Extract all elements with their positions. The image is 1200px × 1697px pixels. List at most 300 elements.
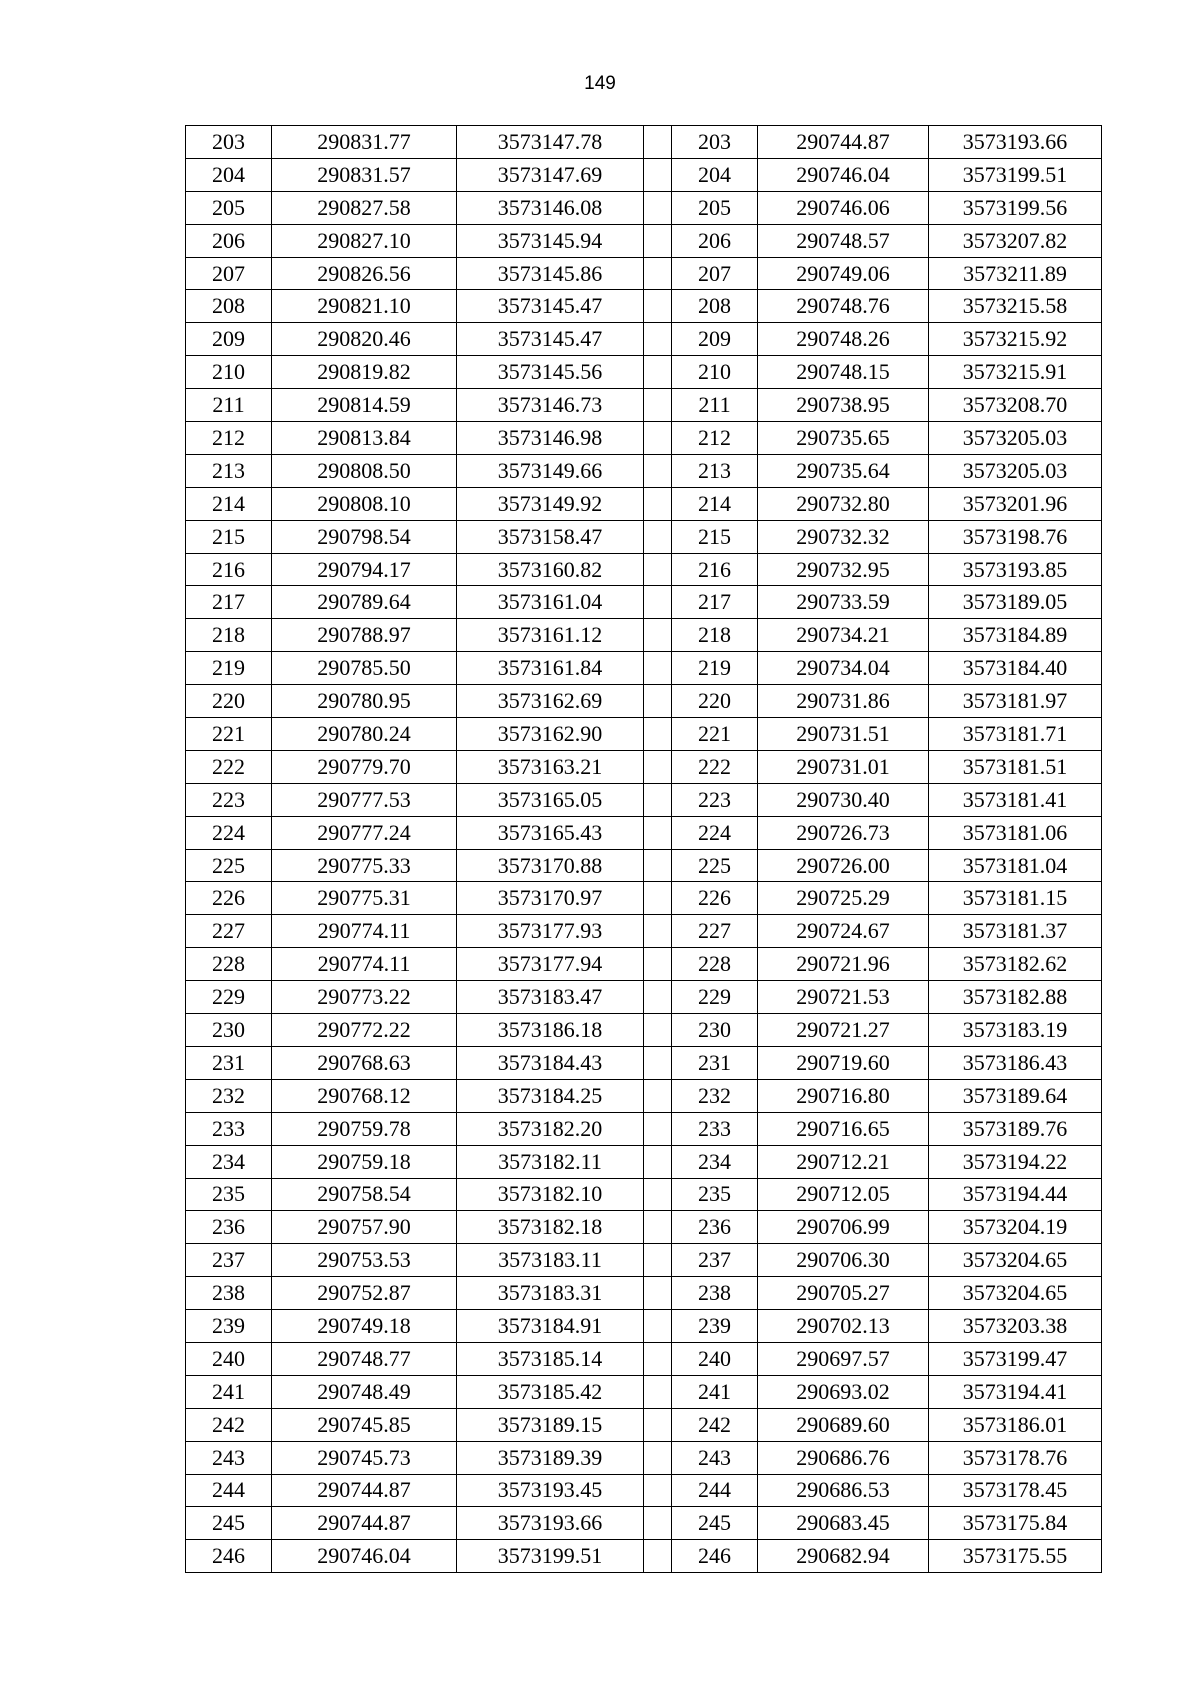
x-coordinate-cell: 290748.76 [758,290,929,323]
y-coordinate-cell: 3573194.41 [929,1375,1102,1408]
table-row [186,750,1102,783]
x-coordinate-cell: 290748.26 [758,323,929,356]
x-coordinate-cell: 290748.15 [758,356,929,389]
separator-cell [644,1079,672,1112]
table-row [186,1441,1102,1474]
x-coordinate-cell: 290706.30 [758,1244,929,1277]
y-coordinate-cell: 3573163.21 [457,750,644,783]
point-number-cell: 215 [186,520,272,553]
x-coordinate-cell: 290731.51 [758,718,929,751]
point-number-cell: 209 [672,323,758,356]
separator-cell [644,948,672,981]
x-coordinate-cell: 290773.22 [272,981,457,1014]
x-coordinate-cell: 290748.77 [272,1342,457,1375]
y-coordinate-cell: 3573189.76 [929,1112,1102,1145]
point-number-cell: 233 [672,1112,758,1145]
point-number-cell: 207 [672,257,758,290]
y-coordinate-cell: 3573178.76 [929,1441,1102,1474]
y-coordinate-cell: 3573182.10 [457,1178,644,1211]
x-coordinate-cell: 290702.13 [758,1310,929,1343]
point-number-cell: 205 [186,191,272,224]
separator-cell [644,783,672,816]
y-coordinate-cell: 3573211.89 [929,257,1102,290]
table-row [186,915,1102,948]
x-coordinate-cell: 290746.04 [758,158,929,191]
x-coordinate-cell: 290746.06 [758,191,929,224]
point-number-cell: 224 [672,816,758,849]
x-coordinate-cell: 290758.54 [272,1178,457,1211]
separator-cell [644,1244,672,1277]
separator-cell [644,1014,672,1047]
point-number-cell: 230 [186,1014,272,1047]
x-coordinate-cell: 290744.87 [758,126,929,159]
point-number-cell: 246 [186,1540,272,1573]
point-number-cell: 235 [672,1178,758,1211]
table-row [186,981,1102,1014]
point-number-cell: 217 [186,586,272,619]
separator-cell [644,1046,672,1079]
y-coordinate-cell: 3573184.40 [929,652,1102,685]
x-coordinate-cell: 290738.95 [758,389,929,422]
point-number-cell: 237 [186,1244,272,1277]
x-coordinate-cell: 290686.76 [758,1441,929,1474]
table-row [186,487,1102,520]
x-coordinate-cell: 290775.33 [272,849,457,882]
x-coordinate-cell: 290757.90 [272,1211,457,1244]
y-coordinate-cell: 3573207.82 [929,224,1102,257]
table-row [186,1178,1102,1211]
separator-cell [644,981,672,1014]
x-coordinate-cell: 290753.53 [272,1244,457,1277]
separator-cell [644,224,672,257]
x-coordinate-cell: 290730.40 [758,783,929,816]
point-number-cell: 206 [672,224,758,257]
y-coordinate-cell: 3573177.93 [457,915,644,948]
table-row [186,1277,1102,1310]
y-coordinate-cell: 3573185.14 [457,1342,644,1375]
y-coordinate-cell: 3573204.65 [929,1244,1102,1277]
separator-cell [644,1145,672,1178]
point-number-cell: 246 [672,1540,758,1573]
point-number-cell: 240 [186,1342,272,1375]
separator-cell [644,422,672,455]
table-row [186,553,1102,586]
point-number-cell: 242 [672,1408,758,1441]
separator-cell [644,750,672,783]
y-coordinate-cell: 3573181.71 [929,718,1102,751]
point-number-cell: 239 [186,1310,272,1343]
y-coordinate-cell: 3573162.69 [457,685,644,718]
point-number-cell: 234 [672,1145,758,1178]
point-number-cell: 244 [186,1474,272,1507]
x-coordinate-cell: 290772.22 [272,1014,457,1047]
y-coordinate-cell: 3573205.03 [929,422,1102,455]
table-row [186,816,1102,849]
point-number-cell: 220 [672,685,758,718]
x-coordinate-cell: 290744.87 [272,1507,457,1540]
x-coordinate-cell: 290777.53 [272,783,457,816]
x-coordinate-cell: 290719.60 [758,1046,929,1079]
x-coordinate-cell: 290734.04 [758,652,929,685]
table-row [186,290,1102,323]
y-coordinate-cell: 3573193.66 [457,1507,644,1540]
point-number-cell: 217 [672,586,758,619]
separator-cell [644,1375,672,1408]
point-number-cell: 229 [672,981,758,1014]
x-coordinate-cell: 290744.87 [272,1474,457,1507]
separator-cell [644,1408,672,1441]
table-row [186,224,1102,257]
table-row [186,948,1102,981]
x-coordinate-cell: 290716.80 [758,1079,929,1112]
y-coordinate-cell: 3573208.70 [929,389,1102,422]
coordinates-table [185,125,1102,1573]
x-coordinate-cell: 290798.54 [272,520,457,553]
separator-cell [644,126,672,159]
point-number-cell: 203 [186,126,272,159]
point-number-cell: 223 [672,783,758,816]
x-coordinate-cell: 290748.57 [758,224,929,257]
point-number-cell: 233 [186,1112,272,1145]
y-coordinate-cell: 3573215.92 [929,323,1102,356]
x-coordinate-cell: 290768.12 [272,1079,457,1112]
point-number-cell: 227 [186,915,272,948]
table-row [186,1408,1102,1441]
y-coordinate-cell: 3573194.22 [929,1145,1102,1178]
x-coordinate-cell: 290732.95 [758,553,929,586]
x-coordinate-cell: 290814.59 [272,389,457,422]
y-coordinate-cell: 3573146.73 [457,389,644,422]
y-coordinate-cell: 3573189.05 [929,586,1102,619]
y-coordinate-cell: 3573165.05 [457,783,644,816]
y-coordinate-cell: 3573175.84 [929,1507,1102,1540]
y-coordinate-cell: 3573181.06 [929,816,1102,849]
table-row [186,191,1102,224]
x-coordinate-cell: 290735.64 [758,454,929,487]
y-coordinate-cell: 3573193.66 [929,126,1102,159]
table-row [186,520,1102,553]
y-coordinate-cell: 3573178.45 [929,1474,1102,1507]
point-number-cell: 225 [186,849,272,882]
x-coordinate-cell: 290712.21 [758,1145,929,1178]
separator-cell [644,158,672,191]
separator-cell [644,1310,672,1343]
point-number-cell: 228 [186,948,272,981]
x-coordinate-cell: 290689.60 [758,1408,929,1441]
x-coordinate-cell: 290777.24 [272,816,457,849]
table-row [186,1244,1102,1277]
table-row [186,619,1102,652]
table-row [186,1310,1102,1343]
table-row [186,882,1102,915]
table-row [186,1014,1102,1047]
y-coordinate-cell: 3573161.12 [457,619,644,652]
table-row [186,586,1102,619]
x-coordinate-cell: 290749.18 [272,1310,457,1343]
y-coordinate-cell: 3573198.76 [929,520,1102,553]
y-coordinate-cell: 3573183.19 [929,1014,1102,1047]
page-number: 149 [584,73,616,94]
x-coordinate-cell: 290686.53 [758,1474,929,1507]
point-number-cell: 204 [186,158,272,191]
point-number-cell: 206 [186,224,272,257]
table-row [186,652,1102,685]
separator-cell [644,619,672,652]
y-coordinate-cell: 3573145.47 [457,323,644,356]
y-coordinate-cell: 3573199.47 [929,1342,1102,1375]
y-coordinate-cell: 3573181.51 [929,750,1102,783]
y-coordinate-cell: 3573181.04 [929,849,1102,882]
point-number-cell: 221 [186,718,272,751]
table-row [186,422,1102,455]
table-row [186,1112,1102,1145]
point-number-cell: 229 [186,981,272,1014]
y-coordinate-cell: 3573193.85 [929,553,1102,586]
separator-cell [644,1474,672,1507]
y-coordinate-cell: 3573182.62 [929,948,1102,981]
y-coordinate-cell: 3573149.92 [457,487,644,520]
x-coordinate-cell: 290827.58 [272,191,457,224]
x-coordinate-cell: 290752.87 [272,1277,457,1310]
y-coordinate-cell: 3573204.19 [929,1211,1102,1244]
y-coordinate-cell: 3573205.03 [929,454,1102,487]
y-coordinate-cell: 3573186.43 [929,1046,1102,1079]
separator-cell [644,718,672,751]
separator-cell [644,356,672,389]
table-row [186,323,1102,356]
y-coordinate-cell: 3573199.51 [929,158,1102,191]
x-coordinate-cell: 290731.01 [758,750,929,783]
separator-cell [644,520,672,553]
point-number-cell: 244 [672,1474,758,1507]
separator-cell [644,849,672,882]
x-coordinate-cell: 290749.06 [758,257,929,290]
y-coordinate-cell: 3573146.98 [457,422,644,455]
y-coordinate-cell: 3573146.08 [457,191,644,224]
x-coordinate-cell: 290732.32 [758,520,929,553]
x-coordinate-cell: 290819.82 [272,356,457,389]
x-coordinate-cell: 290789.64 [272,586,457,619]
y-coordinate-cell: 3573162.90 [457,718,644,751]
y-coordinate-cell: 3573215.91 [929,356,1102,389]
point-number-cell: 211 [186,389,272,422]
separator-cell [644,1342,672,1375]
point-number-cell: 230 [672,1014,758,1047]
point-number-cell: 245 [186,1507,272,1540]
point-number-cell: 225 [672,849,758,882]
table-row [186,158,1102,191]
y-coordinate-cell: 3573183.47 [457,981,644,1014]
table-row [186,454,1102,487]
x-coordinate-cell: 290785.50 [272,652,457,685]
x-coordinate-cell: 290697.57 [758,1342,929,1375]
y-coordinate-cell: 3573184.25 [457,1079,644,1112]
x-coordinate-cell: 290705.27 [758,1277,929,1310]
x-coordinate-cell: 290693.02 [758,1375,929,1408]
x-coordinate-cell: 290731.86 [758,685,929,718]
x-coordinate-cell: 290748.49 [272,1375,457,1408]
y-coordinate-cell: 3573165.43 [457,816,644,849]
x-coordinate-cell: 290734.21 [758,619,929,652]
x-coordinate-cell: 290808.10 [272,487,457,520]
y-coordinate-cell: 3573158.47 [457,520,644,553]
point-number-cell: 236 [672,1211,758,1244]
point-number-cell: 214 [672,487,758,520]
point-number-cell: 232 [186,1079,272,1112]
point-number-cell: 208 [672,290,758,323]
separator-cell [644,586,672,619]
y-coordinate-cell: 3573181.37 [929,915,1102,948]
x-coordinate-cell: 290732.80 [758,487,929,520]
x-coordinate-cell: 290725.29 [758,882,929,915]
y-coordinate-cell: 3573177.94 [457,948,644,981]
x-coordinate-cell: 290775.31 [272,882,457,915]
point-number-cell: 226 [186,882,272,915]
separator-cell [644,454,672,487]
separator-cell [644,389,672,422]
x-coordinate-cell: 290721.27 [758,1014,929,1047]
separator-cell [644,191,672,224]
y-coordinate-cell: 3573145.56 [457,356,644,389]
y-coordinate-cell: 3573145.86 [457,257,644,290]
y-coordinate-cell: 3573175.55 [929,1540,1102,1573]
point-number-cell: 228 [672,948,758,981]
y-coordinate-cell: 3573183.31 [457,1277,644,1310]
separator-cell [644,652,672,685]
x-coordinate-cell: 290759.78 [272,1112,457,1145]
point-number-cell: 207 [186,257,272,290]
table-row [186,389,1102,422]
point-number-cell: 222 [672,750,758,783]
separator-cell [644,685,672,718]
coordinates-table-body [186,126,1102,1573]
y-coordinate-cell: 3573186.01 [929,1408,1102,1441]
point-number-cell: 210 [186,356,272,389]
x-coordinate-cell: 290726.73 [758,816,929,849]
y-coordinate-cell: 3573189.64 [929,1079,1102,1112]
y-coordinate-cell: 3573145.47 [457,290,644,323]
x-coordinate-cell: 290820.46 [272,323,457,356]
y-coordinate-cell: 3573199.56 [929,191,1102,224]
table-row [186,257,1102,290]
point-number-cell: 210 [672,356,758,389]
y-coordinate-cell: 3573181.15 [929,882,1102,915]
x-coordinate-cell: 290706.99 [758,1211,929,1244]
y-coordinate-cell: 3573181.41 [929,783,1102,816]
x-coordinate-cell: 290794.17 [272,553,457,586]
separator-cell [644,1441,672,1474]
x-coordinate-cell: 290716.65 [758,1112,929,1145]
x-coordinate-cell: 290779.70 [272,750,457,783]
y-coordinate-cell: 3573189.15 [457,1408,644,1441]
y-coordinate-cell: 3573160.82 [457,553,644,586]
table-row [186,1079,1102,1112]
point-number-cell: 226 [672,882,758,915]
point-number-cell: 241 [672,1375,758,1408]
x-coordinate-cell: 290682.94 [758,1540,929,1573]
y-coordinate-cell: 3573201.96 [929,487,1102,520]
table-row [186,783,1102,816]
point-number-cell: 238 [672,1277,758,1310]
separator-cell [644,882,672,915]
table-row [186,1211,1102,1244]
x-coordinate-cell: 290726.00 [758,849,929,882]
point-number-cell: 245 [672,1507,758,1540]
y-coordinate-cell: 3573184.43 [457,1046,644,1079]
point-number-cell: 240 [672,1342,758,1375]
point-number-cell: 204 [672,158,758,191]
x-coordinate-cell: 290831.57 [272,158,457,191]
y-coordinate-cell: 3573170.88 [457,849,644,882]
point-number-cell: 227 [672,915,758,948]
x-coordinate-cell: 290712.05 [758,1178,929,1211]
point-number-cell: 203 [672,126,758,159]
point-number-cell: 215 [672,520,758,553]
point-number-cell: 241 [186,1375,272,1408]
point-number-cell: 216 [186,553,272,586]
point-number-cell: 205 [672,191,758,224]
point-number-cell: 219 [186,652,272,685]
separator-cell [644,1211,672,1244]
point-number-cell: 218 [186,619,272,652]
x-coordinate-cell: 290821.10 [272,290,457,323]
point-number-cell: 238 [186,1277,272,1310]
table-row [186,849,1102,882]
table-row [186,1145,1102,1178]
separator-cell [644,257,672,290]
y-coordinate-cell: 3573215.58 [929,290,1102,323]
y-coordinate-cell: 3573193.45 [457,1474,644,1507]
y-coordinate-cell: 3573161.04 [457,586,644,619]
y-coordinate-cell: 3573182.88 [929,981,1102,1014]
y-coordinate-cell: 3573147.69 [457,158,644,191]
separator-cell [644,290,672,323]
table-row [186,126,1102,159]
y-coordinate-cell: 3573184.89 [929,619,1102,652]
point-number-cell: 208 [186,290,272,323]
point-number-cell: 221 [672,718,758,751]
separator-cell [644,915,672,948]
x-coordinate-cell: 290788.97 [272,619,457,652]
separator-cell [644,1112,672,1145]
point-number-cell: 237 [672,1244,758,1277]
point-number-cell: 234 [186,1145,272,1178]
x-coordinate-cell: 290724.67 [758,915,929,948]
separator-cell [644,1507,672,1540]
y-coordinate-cell: 3573204.65 [929,1277,1102,1310]
x-coordinate-cell: 290745.73 [272,1441,457,1474]
point-number-cell: 242 [186,1408,272,1441]
point-number-cell: 209 [186,323,272,356]
x-coordinate-cell: 290827.10 [272,224,457,257]
x-coordinate-cell: 290813.84 [272,422,457,455]
table-row [186,1540,1102,1573]
point-number-cell: 212 [672,422,758,455]
point-number-cell: 235 [186,1178,272,1211]
y-coordinate-cell: 3573199.51 [457,1540,644,1573]
y-coordinate-cell: 3573145.94 [457,224,644,257]
x-coordinate-cell: 290721.53 [758,981,929,1014]
separator-cell [644,323,672,356]
point-number-cell: 232 [672,1079,758,1112]
y-coordinate-cell: 3573186.18 [457,1014,644,1047]
y-coordinate-cell: 3573185.42 [457,1375,644,1408]
y-coordinate-cell: 3573184.91 [457,1310,644,1343]
table-row [186,1342,1102,1375]
table-row [186,718,1102,751]
x-coordinate-cell: 290683.45 [758,1507,929,1540]
table-row [186,1474,1102,1507]
